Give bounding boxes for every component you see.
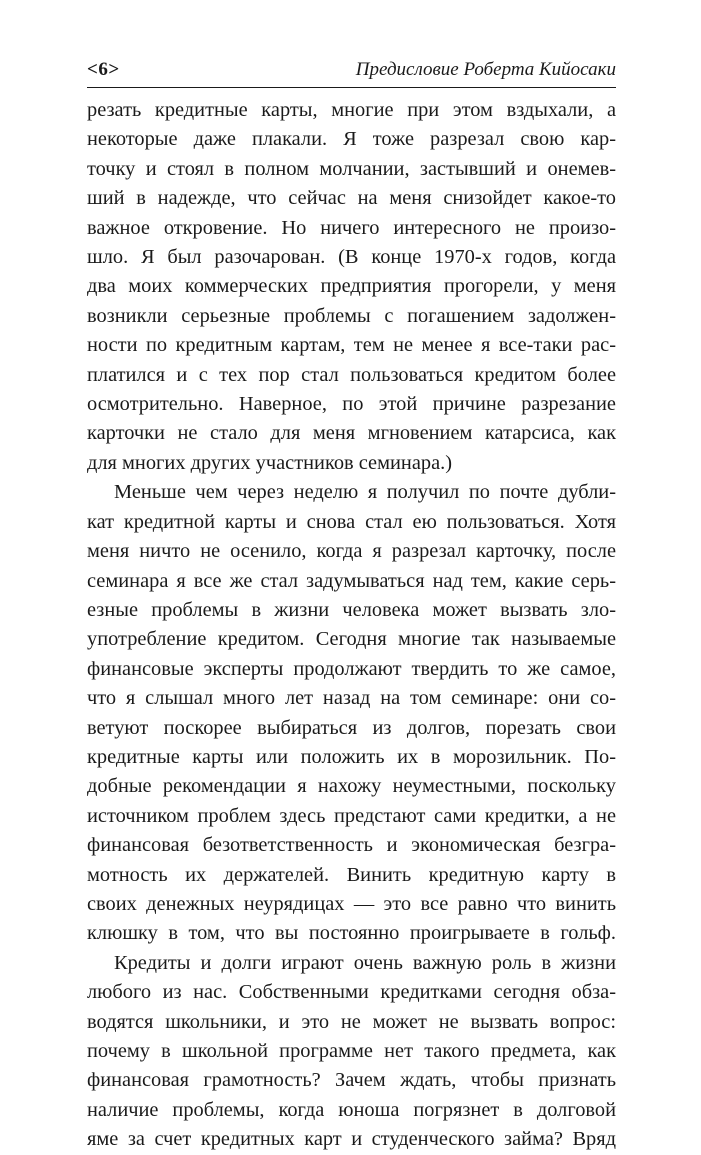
paragraph-2 <box>87 478 616 949</box>
text-line: своих денежных неурядицах — это все равно что винить <box>87 892 616 915</box>
text-line: финансовые эксперты продолжают твердить то же самое, <box>87 657 616 680</box>
text-line: финансовая грамотность? Зачем ждать, чтобы признать <box>87 1069 616 1092</box>
text-line: карточки не стало для меня мгновением катарсиса, как <box>87 422 616 445</box>
text-line: клюшку в том, что вы постоянно проигрываете в гольф. <box>87 922 616 945</box>
book-page <box>87 58 616 1155</box>
running-header <box>87 58 616 88</box>
body-text <box>87 96 616 1155</box>
text-line: резать кредитные карты, многие при этом вздыхали, а <box>87 99 616 121</box>
text-line: Меньше чем через неделю я получил по почте дубли- <box>114 481 616 504</box>
text-line: любого из нас. Собственными кредитками сегодня обза- <box>87 981 616 1004</box>
text-line: возникли серьезные проблемы с погашением задолжен- <box>87 304 616 327</box>
text-line: для многих других участников семинара.) <box>87 451 453 474</box>
text-line: важное откровение. Но ничего интересного не произо- <box>87 216 616 239</box>
text-line: добные рекомендации я нахожу неуместными, поскольку <box>87 775 616 798</box>
text-line: водятся школьники, и это не может не вызвать вопрос: <box>87 1010 616 1033</box>
text-line: меня ничто не осенило, когда я разрезал карточку, после <box>87 540 616 563</box>
text-line: Кредиты и долги играют очень важную роль в жизни <box>114 951 616 974</box>
page-number: <6> <box>87 59 120 80</box>
text-line: два моих коммерческих предприятия прогорели, у меня <box>87 275 616 298</box>
text-line: некоторые даже плакали. Я тоже разрезал свою кар- <box>87 128 616 151</box>
text-line: что я слышал много лет назад на том семинаре: они со- <box>87 687 616 710</box>
text-line: ности по кредитным картам, тем не менее я все-таки рас- <box>87 334 616 357</box>
text-line: источником проблем здесь предстают сами кредитки, а не <box>87 804 616 827</box>
running-title: Предисловие Роберта Кийосаки <box>355 59 616 80</box>
text-line: кат кредитной карты и снова стал ею пользоваться. Хотя <box>87 510 616 533</box>
text-line: осмотрительно. Наверное, по этой причине разрезание <box>87 393 616 416</box>
text-line: ветуют поскорее выбираться из долгов, порезать свои <box>87 716 616 739</box>
text-line: платился и с тех пор стал пользоваться кредитом более <box>87 363 616 386</box>
paragraph-1 <box>87 96 616 478</box>
text-line: употребление кредитом. Сегодня многие так называемые <box>87 628 616 651</box>
text-line: наличие проблемы, когда юноша погрязнет в долговой <box>87 1098 616 1121</box>
text-line: яме за счет кредитных карт и студенческого займа? Вряд <box>87 1128 616 1151</box>
text-line: шло. Я был разочарован. (В конце 1970-х годов, когда <box>87 246 616 269</box>
text-line: точку и стоял в полном молчании, застывший и онемев- <box>87 157 616 180</box>
paragraph-3 <box>87 949 616 1155</box>
text-line: ший в надежде, что сейчас на меня снизойдет какое-то <box>87 187 616 210</box>
text-line: мотность их держателей. Винить кредитную карту в <box>87 863 616 886</box>
text-line: семинара я все же стал задумываться над тем, какие серь- <box>87 569 616 592</box>
text-line: кредитные карты или положить их в морозильник. По- <box>87 745 616 768</box>
text-line: езные проблемы в жизни человека может вызвать зло- <box>87 598 616 621</box>
text-line: почему в школьной программе нет такого предмета, как <box>87 1040 616 1062</box>
text-line: финансовая безответственность и экономическая безгра- <box>87 834 616 857</box>
